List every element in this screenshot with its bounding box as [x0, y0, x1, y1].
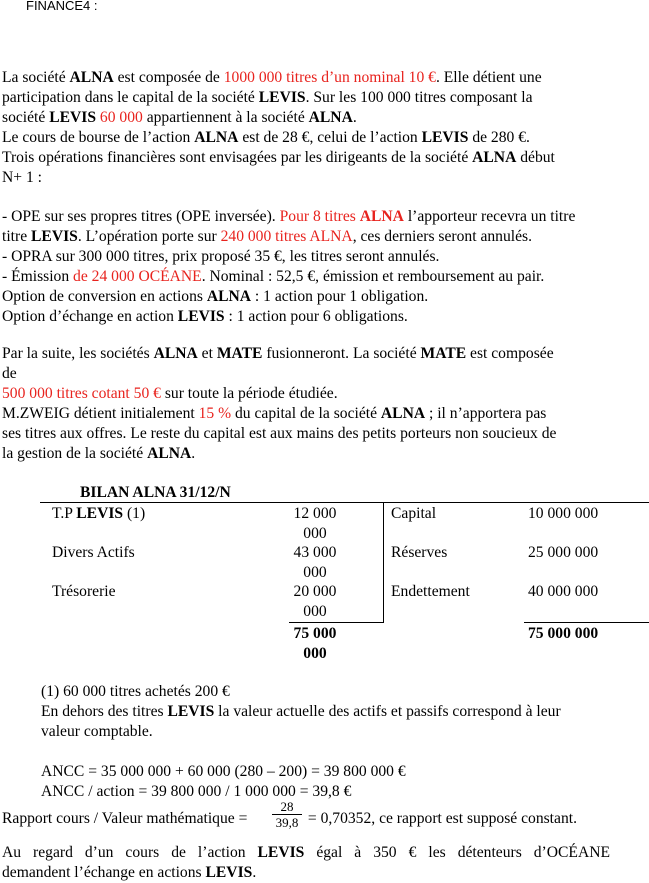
total-left-value: 75 000 000 [293, 625, 337, 662]
intro-line-2: participation dans le capital de la société LEVIS. Sur les 100 000 titres composant la [2, 89, 533, 106]
ancc-line-2: ANCC / action = 39 800 000 / 1 000 000 = 39,8 € [41, 783, 352, 800]
page-header: FINANCE4 : [26, 0, 98, 13]
rapport-result: = 0,70352, ce rapport est supposé constant. [304, 810, 577, 827]
intro-line-trois: Trois opérations financières sont envisagées par les dirigeants de la société ALNA début [2, 149, 555, 166]
row-capital-label: Capital [391, 505, 437, 522]
ancc-line-1: ANCC = 35 000 000 + 60 000 (280 – 200) = 39 800 000 € [41, 763, 406, 780]
total-right-value: 75 000 000 [528, 625, 599, 642]
op-ope-line2: titre LEVIS. L’opération porte sur 240 000 titres ALNA, ces derniers seront annulés. [2, 228, 532, 245]
fusion-line-6: la gestion de la société ALNA. [2, 445, 196, 462]
fusion-line-4: M.ZWEIG détient initialement 15 % du capital de la société ALNA ; il n’apportera pas [2, 405, 547, 422]
fusion-paragraph [2, 344, 622, 464]
op-echange: Option d’échange en action LEVIS : 1 action pour 6 obligations. [2, 308, 408, 325]
intro-line-cours: Le cours de bourse de l’action ALNA est de 28 €, celui de l’action LEVIS de 280 €. [2, 129, 530, 146]
row-divers-actifs-value: 43 000 000 [293, 544, 337, 581]
row-endettement-value: 40 000 000 [528, 583, 599, 600]
table-vertical-divider [383, 502, 384, 622]
operations-list [2, 207, 622, 327]
row-endettement-label: Endettement [391, 583, 470, 600]
fusion-line-2: de [2, 365, 17, 382]
row-tp-levis-label: T.P LEVIS (1) [52, 505, 146, 522]
op-ope-line1: - OPE sur ses propres titres (OPE inversée). Pour 8 titres ALNA l’apporteur recevra un titre [2, 208, 576, 225]
intro-line-3: société LEVIS 60 000 appartiennent à la société ALNA. [2, 109, 357, 126]
note-2-line2: valeur comptable. [41, 723, 153, 740]
rapport-fraction [272, 799, 302, 830]
final-paragraph [2, 843, 610, 883]
intro-line-1: La société ALNA est composée de 1000 000 titres d’un nominal 10 €. Elle détient une [2, 69, 542, 86]
op-opra: - OPRA sur 300 000 titres, prix proposé 35 €, les titres seront annulés. [2, 248, 440, 265]
row-reserves-value: 25 000 000 [528, 544, 599, 561]
fusion-line-3: 500 000 titres cotant 50 € sur toute la période étudiée. [2, 385, 338, 402]
note-2-line1: En dehors des titres LEVIS la valeur actuelle des actifs et passifs correspond à leur [41, 703, 561, 720]
final-line-1: Au regard d’un cours de l’action LEVIS égal à 350 € les détenteurs d’OCÉANE [2, 844, 610, 861]
row-reserves-label: Réserves [391, 544, 448, 561]
note-1: (1) 60 000 titres achetés 200 € [41, 683, 230, 700]
row-tresorerie-label: Trésorerie [52, 583, 116, 600]
total-right-rule [524, 622, 649, 623]
intro-line-n1: N+ 1 : [2, 169, 42, 186]
row-tresorerie-value: 20 000 000 [293, 583, 337, 620]
intro-paragraph [2, 68, 622, 188]
fusion-line-1: Par la suite, les sociétés ALNA et MATE fusionneront. La société MATE est composée [2, 345, 554, 362]
total-left-rule [289, 622, 384, 623]
row-divers-actifs-label: Divers Actifs [52, 544, 135, 561]
final-line-2: demandent l’échange en actions LEVIS. [2, 864, 257, 881]
rapport-label: Rapport cours / Valeur mathématique = [2, 810, 248, 827]
bilan-title: BILAN ALNA 31/12/N [80, 484, 231, 501]
op-conversion: Option de conversion en actions ALNA : 1 action pour 1 obligation. [2, 288, 429, 305]
fraction-numerator: 28 [280, 799, 294, 814]
fraction-denominator: 39,8 [272, 814, 302, 830]
row-capital-value: 10 000 000 [528, 505, 599, 522]
fusion-line-5: ses titres aux offres. Le reste du capital est aux mains des petits porteurs non soucieux de [2, 425, 557, 442]
op-emission: - Émission de 24 000 OCÉANE. Nominal : 52,5 €, émission et remboursement au pair. [2, 268, 545, 285]
notes-block [41, 682, 631, 742]
ancc-block [41, 762, 631, 802]
row-tp-levis-value: 12 000 000 [293, 505, 337, 542]
table-top-border [40, 502, 649, 503]
